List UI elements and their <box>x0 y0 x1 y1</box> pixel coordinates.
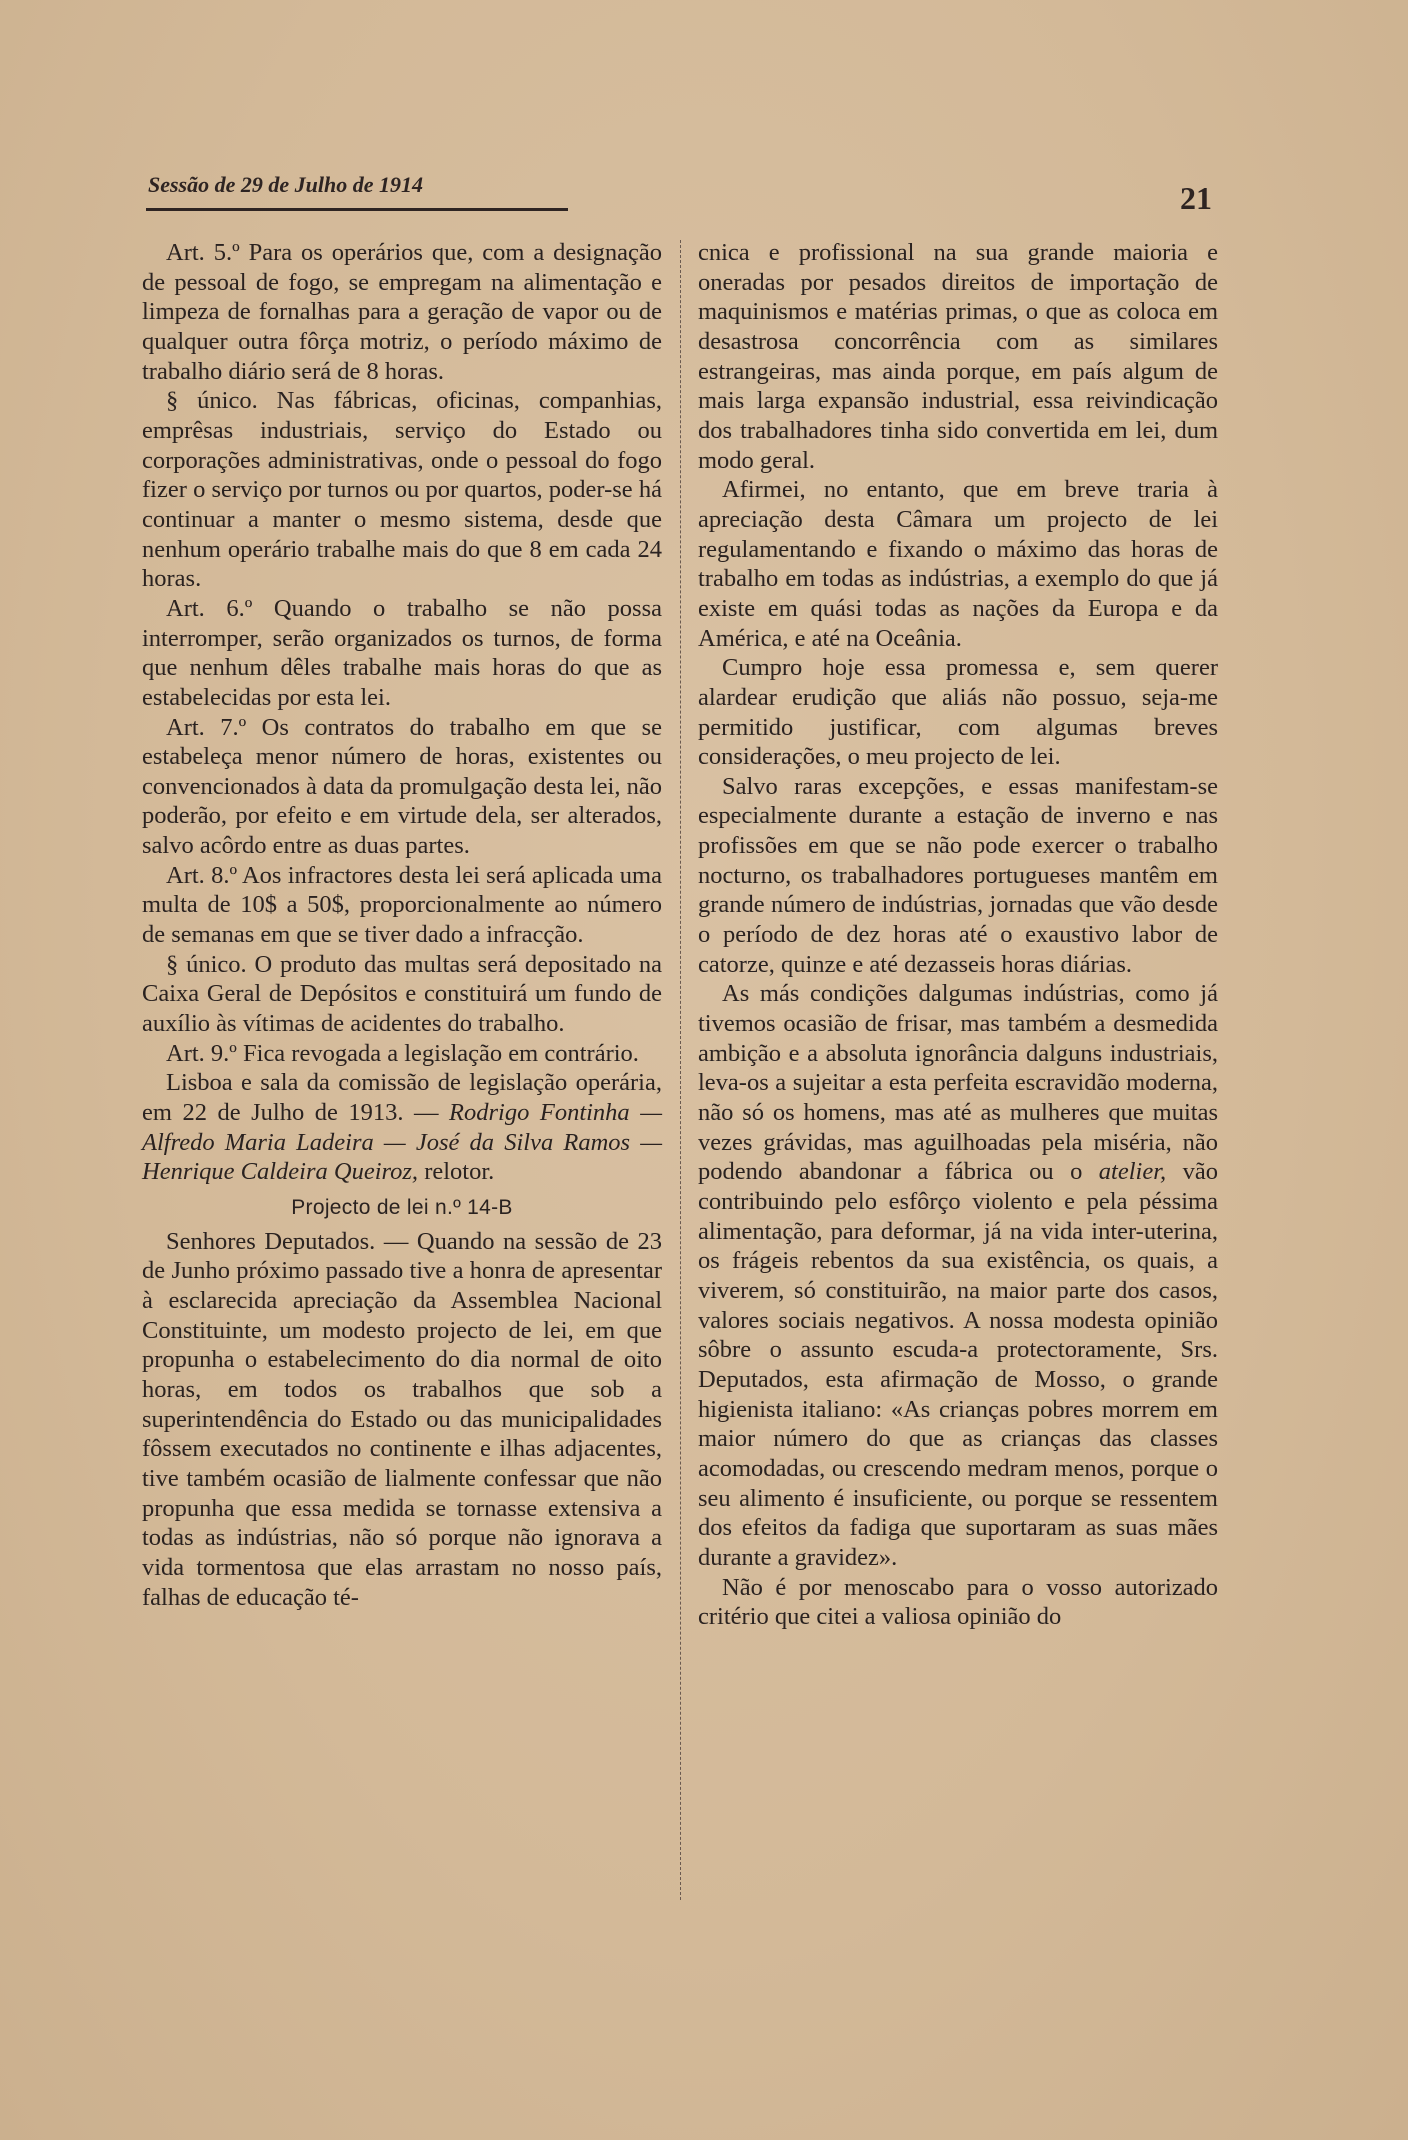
atelier-term: atelier, <box>1098 1158 1167 1186</box>
conditions-text-b: vão contribuindo pelo esfôrço violento e pela péssima alimentação, para deformar, já na vida inter-uterina, os frágeis rebentos da sua existência, os quais, a viverem, só constituirão, na maior parte dos casos, valores sociais negativos. A nossa modesta opinião sôbre o assunto escuda-a protectoramente, Srs. Deputados, esta afirmação de Mosso, o grande higienista italiano: «As crianças pobres morrem em maior número do que as crianças das classes acomodadas, ou crescendo medram menos, porque o seu alimento é insuficiente, ou porque se ressentem dos efeitos da fadiga que suportaram as suas mães durante a gravidez». <box>698 1158 1219 1571</box>
left-column <box>142 238 662 1612</box>
page-number: 21 <box>1180 180 1212 216</box>
article-5: Art. 5.º Para os operários que, com a designação de pessoal de fogo, se empregam na alimentação e limpeza de fornalhas para a geração de vapor ou de qualquer outra fôrça motriz, o período máximo de trabalho diário será de 8 horas. <box>142 239 662 385</box>
article-8-paragraph: § único. O produto das multas será depositado na Caixa Geral de Depósitos e constituirá um fundo de auxílio às vítimas de acidentes do trabalho. <box>142 950 662 1038</box>
closing-text: Lisboa e sala da comissão de legislação operária, em 22 de Julho de 1913. — <box>142 1069 662 1127</box>
paragraph-conditions <box>698 979 1218 1572</box>
conditions-text-a: As más condições dalgumas indústrias, como já tivemos ocasião de frisar, mas também a desmedida ambição e a absoluta ignorância dalguns industriais, leva-os a sujeitar a esta perfeita escravidão moderna, não só os homens, mas até as mulheres que muitas vezes grávidas, mas aguilhoadas pela miséria, não podendo abandonar a fábrica ou o <box>698 980 1218 1186</box>
header-rule <box>146 208 568 211</box>
article-9: Art. 9.º Fica revogada a legislação em contrário. <box>166 1039 639 1067</box>
preamble-paragraph: Senhores Deputados. — Quando na sessão de 23 de Junho próximo passado tive a honra de apresentar à esclarecida apreciação da Assemblea Nacional Constituinte, um modesto projecto de lei, em que propunha o estabelecimento do dia normal de oito horas, em todos os trabalhos que sob a superintendência do Estado ou das municipalidades fôssem executados no continente e ilhas adjacentes, tive também ocasião de lialmente confessar que não propunha que essa medida se tornasse extensiva a todas as indústrias, não só porque não ignorava a vida tormentosa que elas arrastam no nosso país, falhas de educação té- <box>142 1227 662 1611</box>
right-column <box>698 238 1218 1632</box>
paragraph-final: Não é por menoscabo para o vosso autorizado critério que citei a valiosa opinião do <box>698 1573 1218 1631</box>
paragraph-promise: Afirmei, no entanto, que em breve traria à apreciação desta Câmara um projecto de lei regulamentando e fixando o máximo das horas de trabalho em todas as indústrias, a exemplo do que já existe em quási todas as nações da Europa e da América, e até na Oceânia. <box>698 476 1218 652</box>
reporter-label: relotor. <box>418 1158 495 1186</box>
closing-signatures <box>142 1068 662 1187</box>
session-title: Sessão de 29 de Julho de 1914 <box>148 172 423 197</box>
section-heading: Projecto de lei n.º 14-B <box>291 1196 513 1219</box>
article-8: Art. 8.º Aos infractores desta lei será aplicada uma multa de 10$ a 50$, proporcionalmente ao número de semanas em que se tiver dado a infracção. <box>142 861 662 949</box>
paragraph-exceptions: Salvo raras excepções, e essas manifestam-se especialmente durante a estação de inverno e nas profissões em que se não pode exercer o trabalho nocturno, os trabalhadores portugueses mantêm em grande número de indústrias, jornadas que vão desde o período de dez horas até o exaustivo labor de catorze, quinze e até dezasseis horas diárias. <box>698 772 1218 978</box>
article-7: Art. 7.º Os contratos do trabalho em que se estabeleça menor número de horas, existentes ou convencionados à data da promulgação desta lei, não poderão, por efeito e em virtude dela, ser alterados, salvo acôrdo entre as duas partes. <box>142 713 662 860</box>
article-6: Art. 6.º Quando o trabalho se não possa interromper, serão organizados os turnos, de forma que nenhum dêles trabalhe mais horas do que as estabelecidas por esta lei. <box>142 594 662 711</box>
continuation-paragraph: cnica e profissional na sua grande maioria e oneradas por pesados direitos de importação de maquinismos e matérias primas, o que as coloca em desastrosa concorrência com as similares estrangeiras, mas ainda porque, em país algum de mais larga expansão industrial, essa reivindicação dos trabalhadores tinha sido convertida em lei, dum modo geral. <box>698 239 1218 474</box>
signatures: Rodrigo Fontinha — Alfredo Maria Ladeira — José da Silva Ramos — Henrique Caldeira Queiroz, <box>142 1099 662 1186</box>
article-5-paragraph: § único. Nas fábricas, oficinas, companhias, emprêsas industriais, serviço do Estado ou corporações administrativas, onde o pessoal do fogo fizer o serviço por turnos ou por quartos, poder-se há continuar a manter o mesmo sistema, desde que nenhum operário trabalhe mais do que 8 em cada 24 horas. <box>142 387 662 593</box>
paragraph-fulfil: Cumpro hoje essa promessa e, sem querer alardear erudição que aliás não possuo, seja-me permitido justificar, com algumas breves considerações, o meu projecto de lei. <box>698 654 1218 771</box>
column-divider <box>680 240 681 1900</box>
